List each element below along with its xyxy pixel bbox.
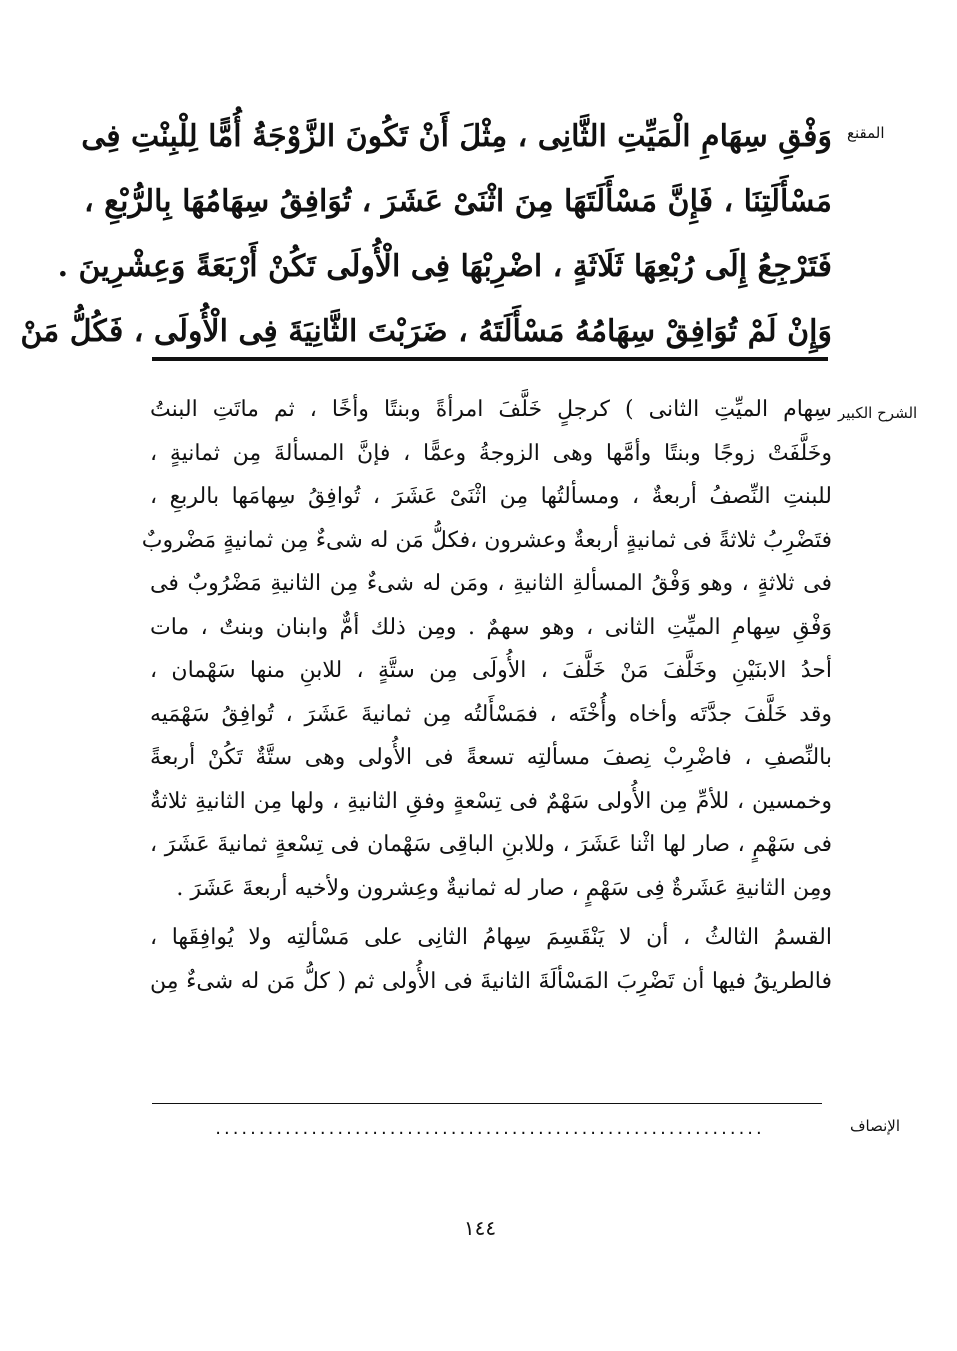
muqni-line: وَفْقِ سِهَامِ الْمَيِّتِ الثَّانِى ، مِثْلَ أَنْ تَكُونَ الزَّوْجَةُ أُمًّا لِلْبِنْتِ فِى [81,119,832,154]
insaf-placeholder-dots: ............................................................... [215,1118,765,1139]
label-insaf: الإنصاف [850,1117,901,1135]
page-number: ١٤٤ [463,1216,497,1240]
muqni-text-block [20,104,832,364]
label-sharh-kabir: الشرح الكبير [838,404,918,422]
section-divider [152,357,828,361]
sharh-text-block [141,388,832,1003]
sharh-line: فى ثلاثةٍ ، وهو وَفْقُ المسألةِ الثانيةِ ، ومَن له شىءٌ مِن الثانيةِ مَضْرُوبٌ فى [150,571,832,596]
sharh-line: فالطريقُ فيها أن تَضْرِبَ المَسْألَةَ الثانيةَ فى الأُولى ثم ( كلُّ مَن له شىءٌ مِن [150,968,832,994]
sharh-line: فى سَهْمٍ ، صار لها اثْنا عَشَرَ ، وللابنِ الباقِى سَهْمان فى تِسْعةٍ ثمانيةَ عَشَرَ ، [150,832,832,857]
sharh-line: للبنتِ النِّصفُ أربعةٌ ، ومسألتُها مِن اثْنَىْ عَشَرَ ، تُوافِقُ سِهامَها بالربعِ ، [150,484,832,509]
sharh-line: وقد خَلَّفَ جدَّتَه وأخاه وأُخْتَه ، فمَسْأَلتُه مِن ثمانيةَ عَشَرَ ، تُوافِقُ سَهْمَيه [150,701,832,727]
sharh-line: ومِن الثانيةِ عَشَرةٌ فِى سَهْمٍ ، صار له ثمانيةٌ وعِشرون ولأخيه أربعةَ عَشَرَ . [176,875,832,901]
sharh-line: فتَضْرِبُ ثلاثةً فى ثمانيةٍ أربعةٌ وعشرون ،فكلُّ مَن له شىءٌ مِن ثمانيةٍ مَضْروبٌ [141,527,832,553]
muqni-line: فَتَرْجِعُ إِلَى رُبْعِهَا ثَلَاثَةٍ ، اضْرِبْهَا فِى الْأُولَى تَكُنْ أَرْبَعَةً وَعِشْرِينَ . [57,249,832,284]
sharh-line: سِهام الميِّتِ الثانى ) كرجلٍ خَلَّفَ امرأةً وبنتًا وأخًا ، ثم ماتَتِ البنتُ [150,397,832,422]
muqni-line: مَسْأَلَتِنَا ، فَإِنَّ مَسْأَلَتَهَا مِنَ اثْنَىْ عَشَرَ ، تُوَافِقُ سِهَامُهَا بِالرُّبْعِ ، [84,184,832,219]
sharh-line: وخمسين ، للأمِّ مِن الأُولى سَهْمٌ فى تِسْعةٍ وفقِ الثانيةِ ، ولها مِن الثانيةِ ثلاثةٌ [150,788,832,814]
sharh-line: القسمُ الثالثُ ، أن لا يَنْقَسِمَ سِهامُ الثانِى على مَسْألتِه ولا يُوافِقَها ، [150,925,832,950]
sharh-line: وَفْقِ سِهامِ الميِّتِ الثانى ، وهو سهمٌ . ومِن ذلك أمٌّ وابنان وبنتٌ ، مات [150,614,832,640]
muqni-line: وَإِنْ لَمْ تُوَافِقْ سِهَامُهُ مَسْأَلَتَهُ ، ضَرَبْتَ الثَّانِيَةَ فِى الْأُولَى ، فَكُلُّ مَنْ [20,314,832,349]
label-muqni: المقنع [847,124,885,142]
sharh-line: أحدُ الابنَيْنِ وخَلَّفَ مَنْ خَلَّفَ ، الأُولَى مِن ستَّةٍ ، للابنِ منها سَهْمان ، [150,658,832,683]
sharh-line: وخَلَّفَتْ زوجًا وبنتًا وأمَّها وهى الزوجةُ وعمًّا ، فإنَّ المسألةَ مِن ثمانيةٍ ، [150,440,832,466]
insaf-divider [152,1103,822,1104]
sharh-line: بالنِّصفِ ، فاضْرِبْ نِصفَ مسألتِه تسعةً فى الأُولى وهى ستَّةٌ تَكُنْ أربعةً [150,745,832,770]
